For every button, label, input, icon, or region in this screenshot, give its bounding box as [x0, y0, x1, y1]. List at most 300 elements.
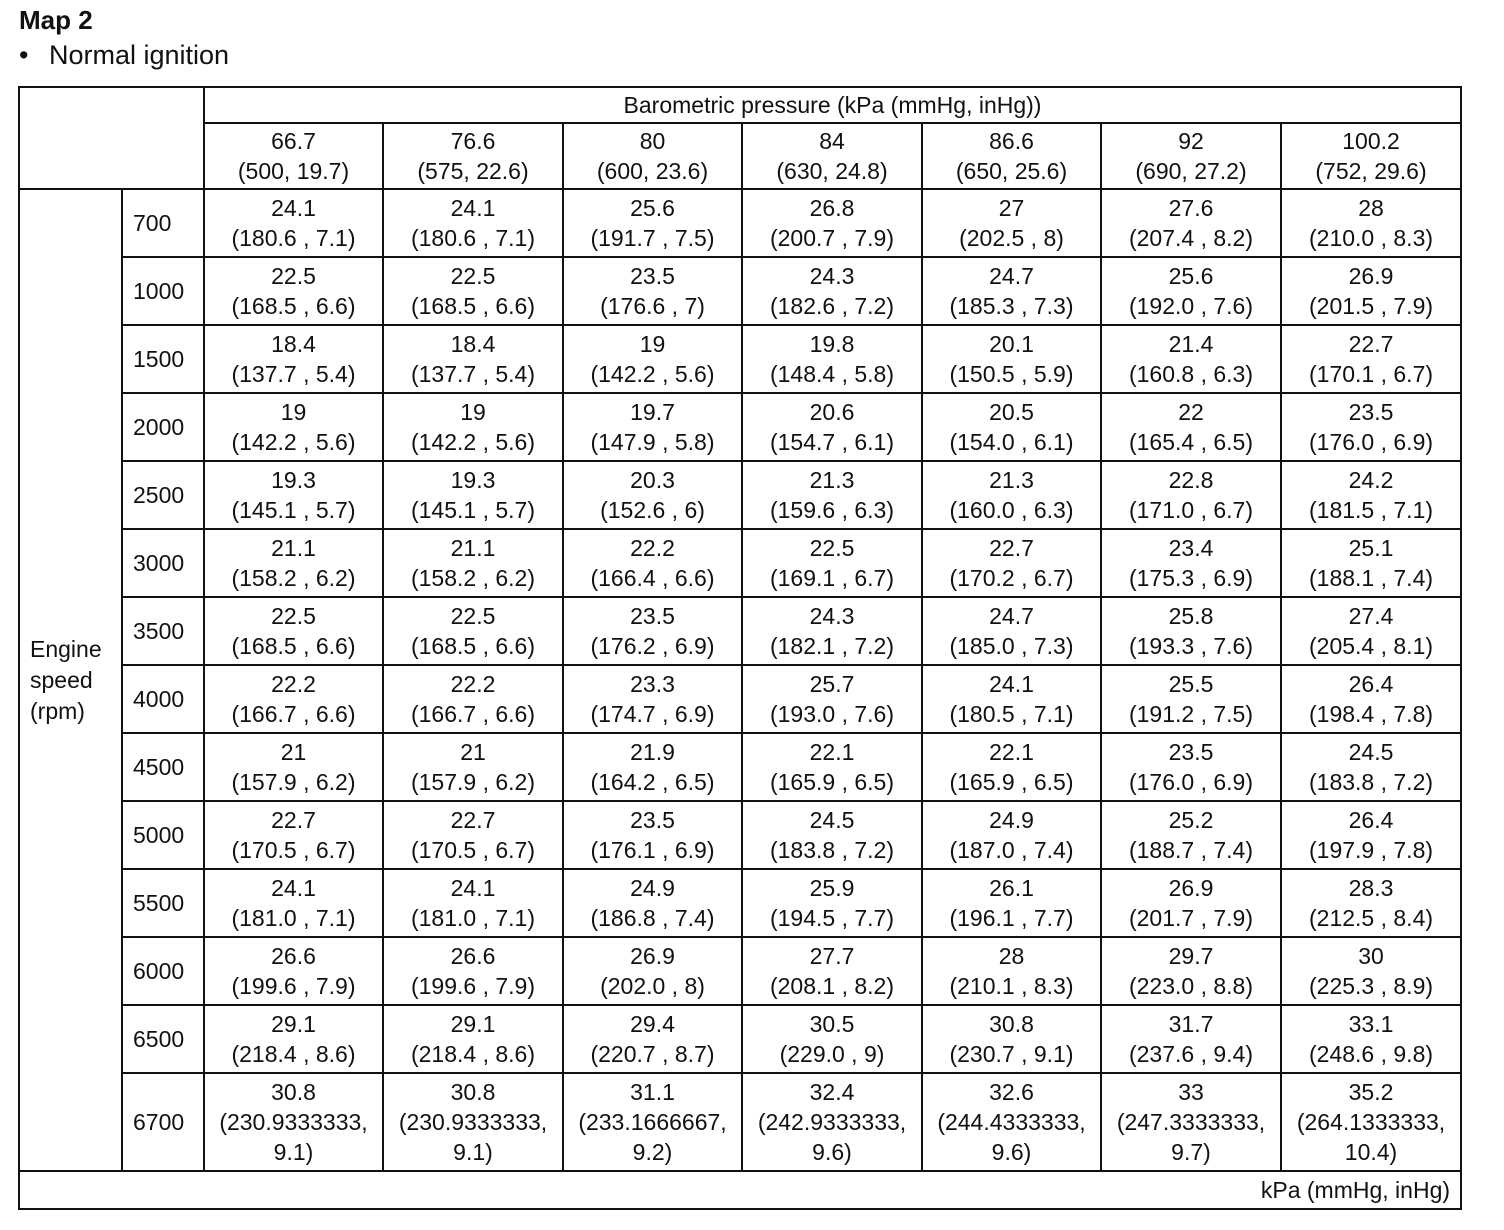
- table-cell: [922, 529, 1101, 597]
- cell-sub-value: (185.3 , 7.3): [949, 293, 1074, 319]
- table-cell: [563, 189, 742, 257]
- cell-sub-value: (194.5 , 7.7): [769, 905, 895, 931]
- cell-kpa-value: 27.7: [809, 943, 855, 969]
- cell-sub-value: (198.4 , 7.8): [1309, 701, 1434, 727]
- table-row: [19, 189, 1461, 257]
- cell-sub-value: (181.0 , 7.1): [410, 905, 536, 931]
- table-cell: [383, 529, 563, 597]
- table-cell: [922, 325, 1101, 393]
- cell-kpa-value: 19.8: [809, 331, 855, 357]
- table-cell: [1281, 665, 1461, 733]
- rpm-label: 700: [122, 189, 204, 257]
- cell-sub-value: (188.7 , 7.4): [1128, 837, 1254, 863]
- subtitle-text: Normal ignition: [49, 40, 230, 70]
- column-header-sub: (650, 25.6): [955, 158, 1068, 184]
- table-cell: [563, 393, 742, 461]
- table-row: [19, 937, 1461, 1005]
- rpm-label: 4500: [122, 733, 204, 801]
- cell-kpa-value: 21.3: [989, 467, 1034, 493]
- cell-kpa-value: 26.4: [1348, 807, 1394, 833]
- table-cell: [1101, 461, 1281, 529]
- cell-sub-value: (145.1 , 5.7): [410, 497, 536, 523]
- table-cell: [922, 597, 1101, 665]
- rpm-label: 2500: [122, 461, 204, 529]
- cell-sub-value: (220.7 , 8.7): [590, 1041, 715, 1067]
- table-cell: [1101, 393, 1281, 461]
- table-cell: [742, 665, 922, 733]
- table-cell: [1281, 1073, 1461, 1171]
- cell-kpa-value: 26.8: [809, 195, 855, 221]
- column-group-header: Barometric pressure (kPa (mmHg, inHg)): [204, 87, 1461, 123]
- cell-kpa-value: 23.5: [630, 807, 675, 833]
- cell-sub-value: (191.2 , 7.5): [1128, 701, 1254, 727]
- header-row-group: [19, 87, 1461, 123]
- header-row-columns: [19, 123, 1461, 189]
- cell-sub-value: (207.4 , 8.2): [1128, 225, 1254, 251]
- table-row: [19, 461, 1461, 529]
- cell-sub-value: (210.1 , 8.3): [949, 973, 1074, 999]
- column-header-kpa: 80: [639, 128, 666, 154]
- table-cell: [742, 1073, 922, 1171]
- cell-kpa-value: 32.6: [989, 1079, 1034, 1105]
- cell-sub-value: (201.7 , 7.9): [1128, 905, 1254, 931]
- table-cell: [1281, 257, 1461, 325]
- table-cell: [1101, 325, 1281, 393]
- cell-sub-value: (154.0 , 6.1): [949, 429, 1074, 455]
- cell-kpa-value: 32.4: [809, 1079, 855, 1105]
- column-header-kpa: 66.7: [271, 128, 316, 154]
- cell-kpa-value: 31.7: [1168, 1011, 1214, 1037]
- cell-sub-value: (168.5 , 6.6): [231, 633, 356, 659]
- rpm-label: 2000: [122, 393, 204, 461]
- cell-sub-value: (158.2 , 6.2): [231, 565, 356, 591]
- cell-sub-value: (237.6 , 9.4): [1128, 1041, 1254, 1067]
- table-cell: [204, 393, 383, 461]
- cell-sub-value: (185.0 , 7.3): [949, 633, 1074, 659]
- cell-kpa-value: 30.8: [989, 1011, 1034, 1037]
- table-cell: [383, 257, 563, 325]
- cell-kpa-value: 22.2: [630, 535, 675, 561]
- column-header: [1101, 123, 1281, 189]
- table-cell: [1101, 869, 1281, 937]
- cell-sub-value: (230.9333333,: [398, 1109, 548, 1135]
- table-cell: [383, 325, 563, 393]
- table-cell: [563, 325, 742, 393]
- cell-kpa-value: 26.6: [271, 943, 316, 969]
- table-cell: [1101, 801, 1281, 869]
- cell-sub-value: (230.7 , 9.1): [949, 1041, 1074, 1067]
- table-row: [19, 733, 1461, 801]
- footer-row: [19, 1171, 1461, 1209]
- cell-sub-value: (187.0 , 7.4): [949, 837, 1074, 863]
- cell-sub-value: (180.5 , 7.1): [949, 701, 1074, 727]
- cell-kpa-value: 25.7: [809, 671, 855, 697]
- table-row: [19, 1073, 1461, 1171]
- cell-kpa-value: 24.1: [450, 195, 496, 221]
- table-cell: [1281, 937, 1461, 1005]
- cell-sub-value: (180.6 , 7.1): [231, 225, 356, 251]
- cell-kpa-value: 22.1: [989, 739, 1034, 765]
- table-cell: [922, 393, 1101, 461]
- table-cell: [1281, 597, 1461, 665]
- cell-kpa-value: 22.5: [271, 263, 316, 289]
- cell-kpa-value: 33: [1178, 1079, 1204, 1105]
- rpm-label: 3500: [122, 597, 204, 665]
- cell-kpa-value: 29.1: [271, 1011, 316, 1037]
- cell-sub-value: 9.6): [991, 1139, 1032, 1165]
- column-header: [922, 123, 1101, 189]
- cell-kpa-value: 19: [280, 399, 307, 425]
- cell-kpa-value: 26.4: [1348, 671, 1394, 697]
- table-cell: [383, 1073, 563, 1171]
- cell-sub-value: (168.5 , 6.6): [410, 633, 536, 659]
- cell-kpa-value: 29.1: [450, 1011, 496, 1037]
- cell-kpa-value: 22.5: [271, 603, 316, 629]
- cell-sub-value: (242.9333333,: [757, 1109, 907, 1135]
- cell-kpa-value: 21: [280, 739, 307, 765]
- cell-kpa-value: 24.1: [450, 875, 496, 901]
- table-cell: [1101, 189, 1281, 257]
- cell-kpa-value: 25.2: [1168, 807, 1214, 833]
- table-cell: [383, 801, 563, 869]
- cell-kpa-value: 18.4: [271, 331, 316, 357]
- table-cell: [922, 1073, 1101, 1171]
- cell-sub-value: (175.3 , 6.9): [1128, 565, 1254, 591]
- table-cell: [204, 597, 383, 665]
- cell-kpa-value: 22.8: [1168, 467, 1214, 493]
- cell-kpa-value: 30: [1358, 943, 1384, 969]
- cell-sub-value: (148.4 , 5.8): [769, 361, 895, 387]
- cell-sub-value: (165.4 , 6.5): [1128, 429, 1254, 455]
- table-cell: [383, 597, 563, 665]
- cell-kpa-value: 31.1: [630, 1079, 675, 1105]
- cell-kpa-value: 24.7: [989, 603, 1034, 629]
- cell-kpa-value: 21.9: [630, 739, 675, 765]
- table-cell: [1281, 189, 1461, 257]
- table-cell: [1281, 393, 1461, 461]
- cell-sub-value: (166.4 , 6.6): [590, 565, 715, 591]
- cell-kpa-value: 21.1: [271, 535, 316, 561]
- cell-sub-value: (158.2 , 6.2): [410, 565, 536, 591]
- cell-kpa-value: 28: [998, 943, 1025, 969]
- cell-sub-value: (171.0 , 6.7): [1128, 497, 1254, 523]
- column-header: [383, 123, 563, 189]
- cell-sub-value: (218.4 , 8.6): [231, 1041, 356, 1067]
- cell-kpa-value: 23.5: [1168, 739, 1214, 765]
- column-header-sub: (600, 23.6): [596, 158, 709, 184]
- cell-sub-value: (160.0 , 6.3): [949, 497, 1074, 523]
- table-cell: [383, 869, 563, 937]
- rpm-label: 6500: [122, 1005, 204, 1073]
- cell-sub-value: (201.5 , 7.9): [1309, 293, 1434, 319]
- cell-kpa-value: 23.4: [1168, 535, 1214, 561]
- cell-kpa-value: 24.5: [1348, 739, 1394, 765]
- cell-sub-value: (169.1 , 6.7): [769, 565, 895, 591]
- cell-kpa-value: 25.1: [1348, 535, 1394, 561]
- table-cell: [383, 393, 563, 461]
- table-cell: [1101, 529, 1281, 597]
- cell-kpa-value: 25.6: [630, 195, 675, 221]
- cell-sub-value: (244.4333333,: [937, 1109, 1086, 1135]
- cell-sub-value: (225.3 , 8.9): [1309, 973, 1434, 999]
- cell-sub-value: (202.5 , 8): [959, 225, 1064, 251]
- cell-kpa-value: 19.3: [271, 467, 316, 493]
- cell-sub-value: (210.0 , 8.3): [1309, 225, 1434, 251]
- cell-kpa-value: 19: [639, 331, 666, 357]
- table-cell: [204, 869, 383, 937]
- cell-sub-value: (181.0 , 7.1): [231, 905, 356, 931]
- cell-kpa-value: 27.6: [1168, 195, 1214, 221]
- cell-sub-value: (137.7 , 5.4): [231, 361, 356, 387]
- cell-sub-value: (157.9 , 6.2): [231, 769, 356, 795]
- table-cell: [742, 869, 922, 937]
- table-cell: [204, 257, 383, 325]
- cell-kpa-value: 20.1: [989, 331, 1034, 357]
- cell-sub-value: (150.5 , 5.9): [949, 361, 1074, 387]
- cell-kpa-value: 18.4: [450, 331, 496, 357]
- cell-kpa-value: 24.9: [989, 807, 1034, 833]
- table-cell: [383, 733, 563, 801]
- cell-sub-value: (191.7 , 7.5): [590, 225, 715, 251]
- table-cell: [1101, 257, 1281, 325]
- table-row: [19, 529, 1461, 597]
- table-cell: [1281, 529, 1461, 597]
- column-header-sub: (575, 22.6): [417, 158, 529, 184]
- table-cell: [1281, 325, 1461, 393]
- cell-kpa-value: 22.2: [450, 671, 496, 697]
- cell-kpa-value: 20.5: [989, 399, 1034, 425]
- cell-kpa-value: 26.6: [450, 943, 496, 969]
- cell-sub-value: (183.8 , 7.2): [1309, 769, 1434, 795]
- cell-sub-value: (166.7 , 6.6): [231, 701, 356, 727]
- cell-kpa-value: 22.2: [271, 671, 316, 697]
- cell-sub-value: (170.1 , 6.7): [1309, 361, 1434, 387]
- row-group-header-line: Engine: [30, 635, 102, 662]
- row-group-header: [19, 189, 122, 1171]
- table-row: [19, 393, 1461, 461]
- cell-sub-value: (247.3333333,: [1116, 1109, 1266, 1135]
- cell-sub-value: (183.8 , 7.2): [769, 837, 895, 863]
- cell-sub-value: (192.0 , 7.6): [1128, 293, 1254, 319]
- cell-kpa-value: 25.6: [1168, 263, 1214, 289]
- cell-sub-value: (197.9 , 7.8): [1309, 837, 1434, 863]
- cell-kpa-value: 20.6: [809, 399, 855, 425]
- cell-sub-value: 9.6): [812, 1139, 852, 1165]
- cell-kpa-value: 22.7: [1348, 331, 1394, 357]
- table-cell: [742, 393, 922, 461]
- cell-sub-value: (181.5 , 7.1): [1309, 497, 1434, 523]
- rpm-label: 6000: [122, 937, 204, 1005]
- table-cell: [922, 869, 1101, 937]
- rpm-label: 3000: [122, 529, 204, 597]
- table-cell: [383, 461, 563, 529]
- cell-sub-value: (182.6 , 7.2): [769, 293, 895, 319]
- bullet-icon: •: [19, 40, 29, 70]
- table-row: [19, 257, 1461, 325]
- cell-sub-value: (176.0 , 6.9): [1128, 769, 1254, 795]
- cell-sub-value: 9.1): [453, 1139, 493, 1165]
- cell-sub-value: (152.6 , 6): [600, 497, 705, 523]
- cell-sub-value: (142.2 , 5.6): [590, 361, 715, 387]
- table-cell: [742, 937, 922, 1005]
- cell-sub-value: (165.9 , 6.5): [949, 769, 1074, 795]
- cell-kpa-value: 20.3: [630, 467, 675, 493]
- cell-sub-value: (137.7 , 5.4): [410, 361, 536, 387]
- column-header-sub: (500, 19.7): [237, 158, 350, 184]
- table-cell: [563, 597, 742, 665]
- table-cell: [204, 665, 383, 733]
- table-row: [19, 1005, 1461, 1073]
- cell-sub-value: (180.6 , 7.1): [410, 225, 536, 251]
- cell-kpa-value: 19.3: [450, 467, 496, 493]
- cell-kpa-value: 25.8: [1168, 603, 1214, 629]
- cell-sub-value: (157.9 , 6.2): [410, 769, 536, 795]
- rpm-label: 6700: [122, 1073, 204, 1171]
- cell-sub-value: (142.2 , 5.6): [231, 429, 356, 455]
- table-cell: [742, 801, 922, 869]
- table-cell: [204, 189, 383, 257]
- cell-kpa-value: 24.5: [809, 807, 855, 833]
- cell-sub-value: (170.5 , 6.7): [410, 837, 536, 863]
- cell-kpa-value: 21.4: [1168, 331, 1214, 357]
- cell-sub-value: (200.7 , 7.9): [769, 225, 895, 251]
- rpm-label: 1500: [122, 325, 204, 393]
- table-cell: [1281, 461, 1461, 529]
- cell-kpa-value: 24.7: [989, 263, 1034, 289]
- cell-sub-value: (174.7 , 6.9): [590, 701, 715, 727]
- table-cell: [563, 529, 742, 597]
- row-group-header-line: (rpm): [30, 697, 85, 724]
- column-header: [204, 123, 383, 189]
- column-header-sub: (690, 27.2): [1135, 158, 1247, 184]
- cell-kpa-value: 22.5: [450, 263, 496, 289]
- cell-kpa-value: 25.9: [809, 875, 855, 901]
- table-cell: [1281, 801, 1461, 869]
- cell-kpa-value: 19.7: [630, 399, 675, 425]
- table-cell: [1101, 665, 1281, 733]
- footer-unit: kPa (mmHg, inHg): [19, 1171, 1461, 1209]
- cell-sub-value: 10.4): [1344, 1139, 1398, 1165]
- cell-sub-value: (176.6 , 7): [600, 293, 705, 319]
- rpm-label: 5000: [122, 801, 204, 869]
- cell-sub-value: (176.1 , 6.9): [590, 837, 715, 863]
- cell-kpa-value: 24.3: [809, 263, 855, 289]
- table-cell: [204, 461, 383, 529]
- cell-kpa-value: 33.1: [1348, 1011, 1394, 1037]
- cell-sub-value: (170.2 , 6.7): [949, 565, 1074, 591]
- cell-kpa-value: 27: [998, 195, 1025, 221]
- cell-sub-value: (186.8 , 7.4): [590, 905, 715, 931]
- cell-kpa-value: 23.3: [630, 671, 675, 697]
- cell-kpa-value: 21: [460, 739, 486, 765]
- cell-sub-value: 9.2): [632, 1139, 673, 1165]
- cell-kpa-value: 24.1: [271, 195, 316, 221]
- cell-sub-value: (168.5 , 6.6): [231, 293, 356, 319]
- cell-kpa-value: 22: [1178, 399, 1204, 425]
- cell-kpa-value: 22.5: [450, 603, 496, 629]
- column-header-sub: (630, 24.8): [776, 158, 888, 184]
- table-row: [19, 597, 1461, 665]
- table-cell: [1101, 1073, 1281, 1171]
- cell-sub-value: (142.2 , 5.6): [410, 429, 536, 455]
- table-cell: [563, 461, 742, 529]
- cell-kpa-value: 24.9: [630, 875, 675, 901]
- cell-kpa-value: 30.8: [450, 1079, 496, 1105]
- table-cell: [742, 733, 922, 801]
- table-cell: [563, 869, 742, 937]
- cell-kpa-value: 28: [1358, 195, 1384, 221]
- page-title: Map 2: [19, 5, 93, 35]
- cell-sub-value: (229.0 , 9): [779, 1041, 885, 1067]
- table-cell: [563, 801, 742, 869]
- cell-kpa-value: 24.3: [809, 603, 855, 629]
- cell-sub-value: (230.9333333,: [219, 1109, 368, 1135]
- column-header: [1281, 123, 1461, 189]
- cell-kpa-value: 24.2: [1348, 467, 1394, 493]
- table-cell: [922, 189, 1101, 257]
- cell-kpa-value: 19: [460, 399, 486, 425]
- table-cell: [742, 461, 922, 529]
- cell-sub-value: 9.7): [1171, 1139, 1211, 1165]
- table-cell: [1101, 733, 1281, 801]
- cell-kpa-value: 23.5: [630, 263, 675, 289]
- table-cell: [922, 665, 1101, 733]
- table-cell: [1101, 597, 1281, 665]
- table-cell: [742, 1005, 922, 1073]
- cell-kpa-value: 35.2: [1348, 1079, 1394, 1105]
- cell-kpa-value: 21.1: [450, 535, 496, 561]
- cell-kpa-value: 29.4: [630, 1011, 675, 1037]
- column-header: [563, 123, 742, 189]
- column-header: [742, 123, 922, 189]
- cell-sub-value: (159.6 , 6.3): [769, 497, 895, 523]
- cell-sub-value: (147.9 , 5.8): [590, 429, 715, 455]
- table-cell: [204, 801, 383, 869]
- cell-kpa-value: 25.5: [1168, 671, 1214, 697]
- rpm-label: 1000: [122, 257, 204, 325]
- table-cell: [742, 597, 922, 665]
- cell-kpa-value: 27.4: [1348, 603, 1394, 629]
- cell-kpa-value: 26.9: [1168, 875, 1214, 901]
- cell-kpa-value: 22.5: [809, 535, 855, 561]
- table-cell: [922, 257, 1101, 325]
- row-group-header-line: speed: [30, 666, 93, 693]
- table-cell: [922, 461, 1101, 529]
- table-cell: [204, 529, 383, 597]
- table-cell: [204, 1073, 383, 1171]
- cell-kpa-value: 29.7: [1168, 943, 1214, 969]
- cell-sub-value: (145.1 , 5.7): [231, 497, 356, 523]
- cell-sub-value: (218.4 , 8.6): [410, 1041, 536, 1067]
- table-cell: [742, 529, 922, 597]
- table-cell: [383, 665, 563, 733]
- table-cell: [742, 325, 922, 393]
- rpm-label: 4000: [122, 665, 204, 733]
- cell-sub-value: (168.5 , 6.6): [410, 293, 536, 319]
- cell-sub-value: (199.6 , 7.9): [231, 973, 356, 999]
- cell-kpa-value: 24.1: [271, 875, 316, 901]
- cell-sub-value: (205.4 , 8.1): [1309, 633, 1434, 659]
- table-cell: [742, 189, 922, 257]
- table-cell: [383, 1005, 563, 1073]
- cell-sub-value: (193.3 , 7.6): [1128, 633, 1254, 659]
- cell-sub-value: (212.5 , 8.4): [1309, 905, 1434, 931]
- table-cell: [563, 1005, 742, 1073]
- table-cell: [563, 665, 742, 733]
- table-cell: [563, 257, 742, 325]
- cell-sub-value: (182.1 , 7.2): [769, 633, 895, 659]
- table-cell: [922, 1005, 1101, 1073]
